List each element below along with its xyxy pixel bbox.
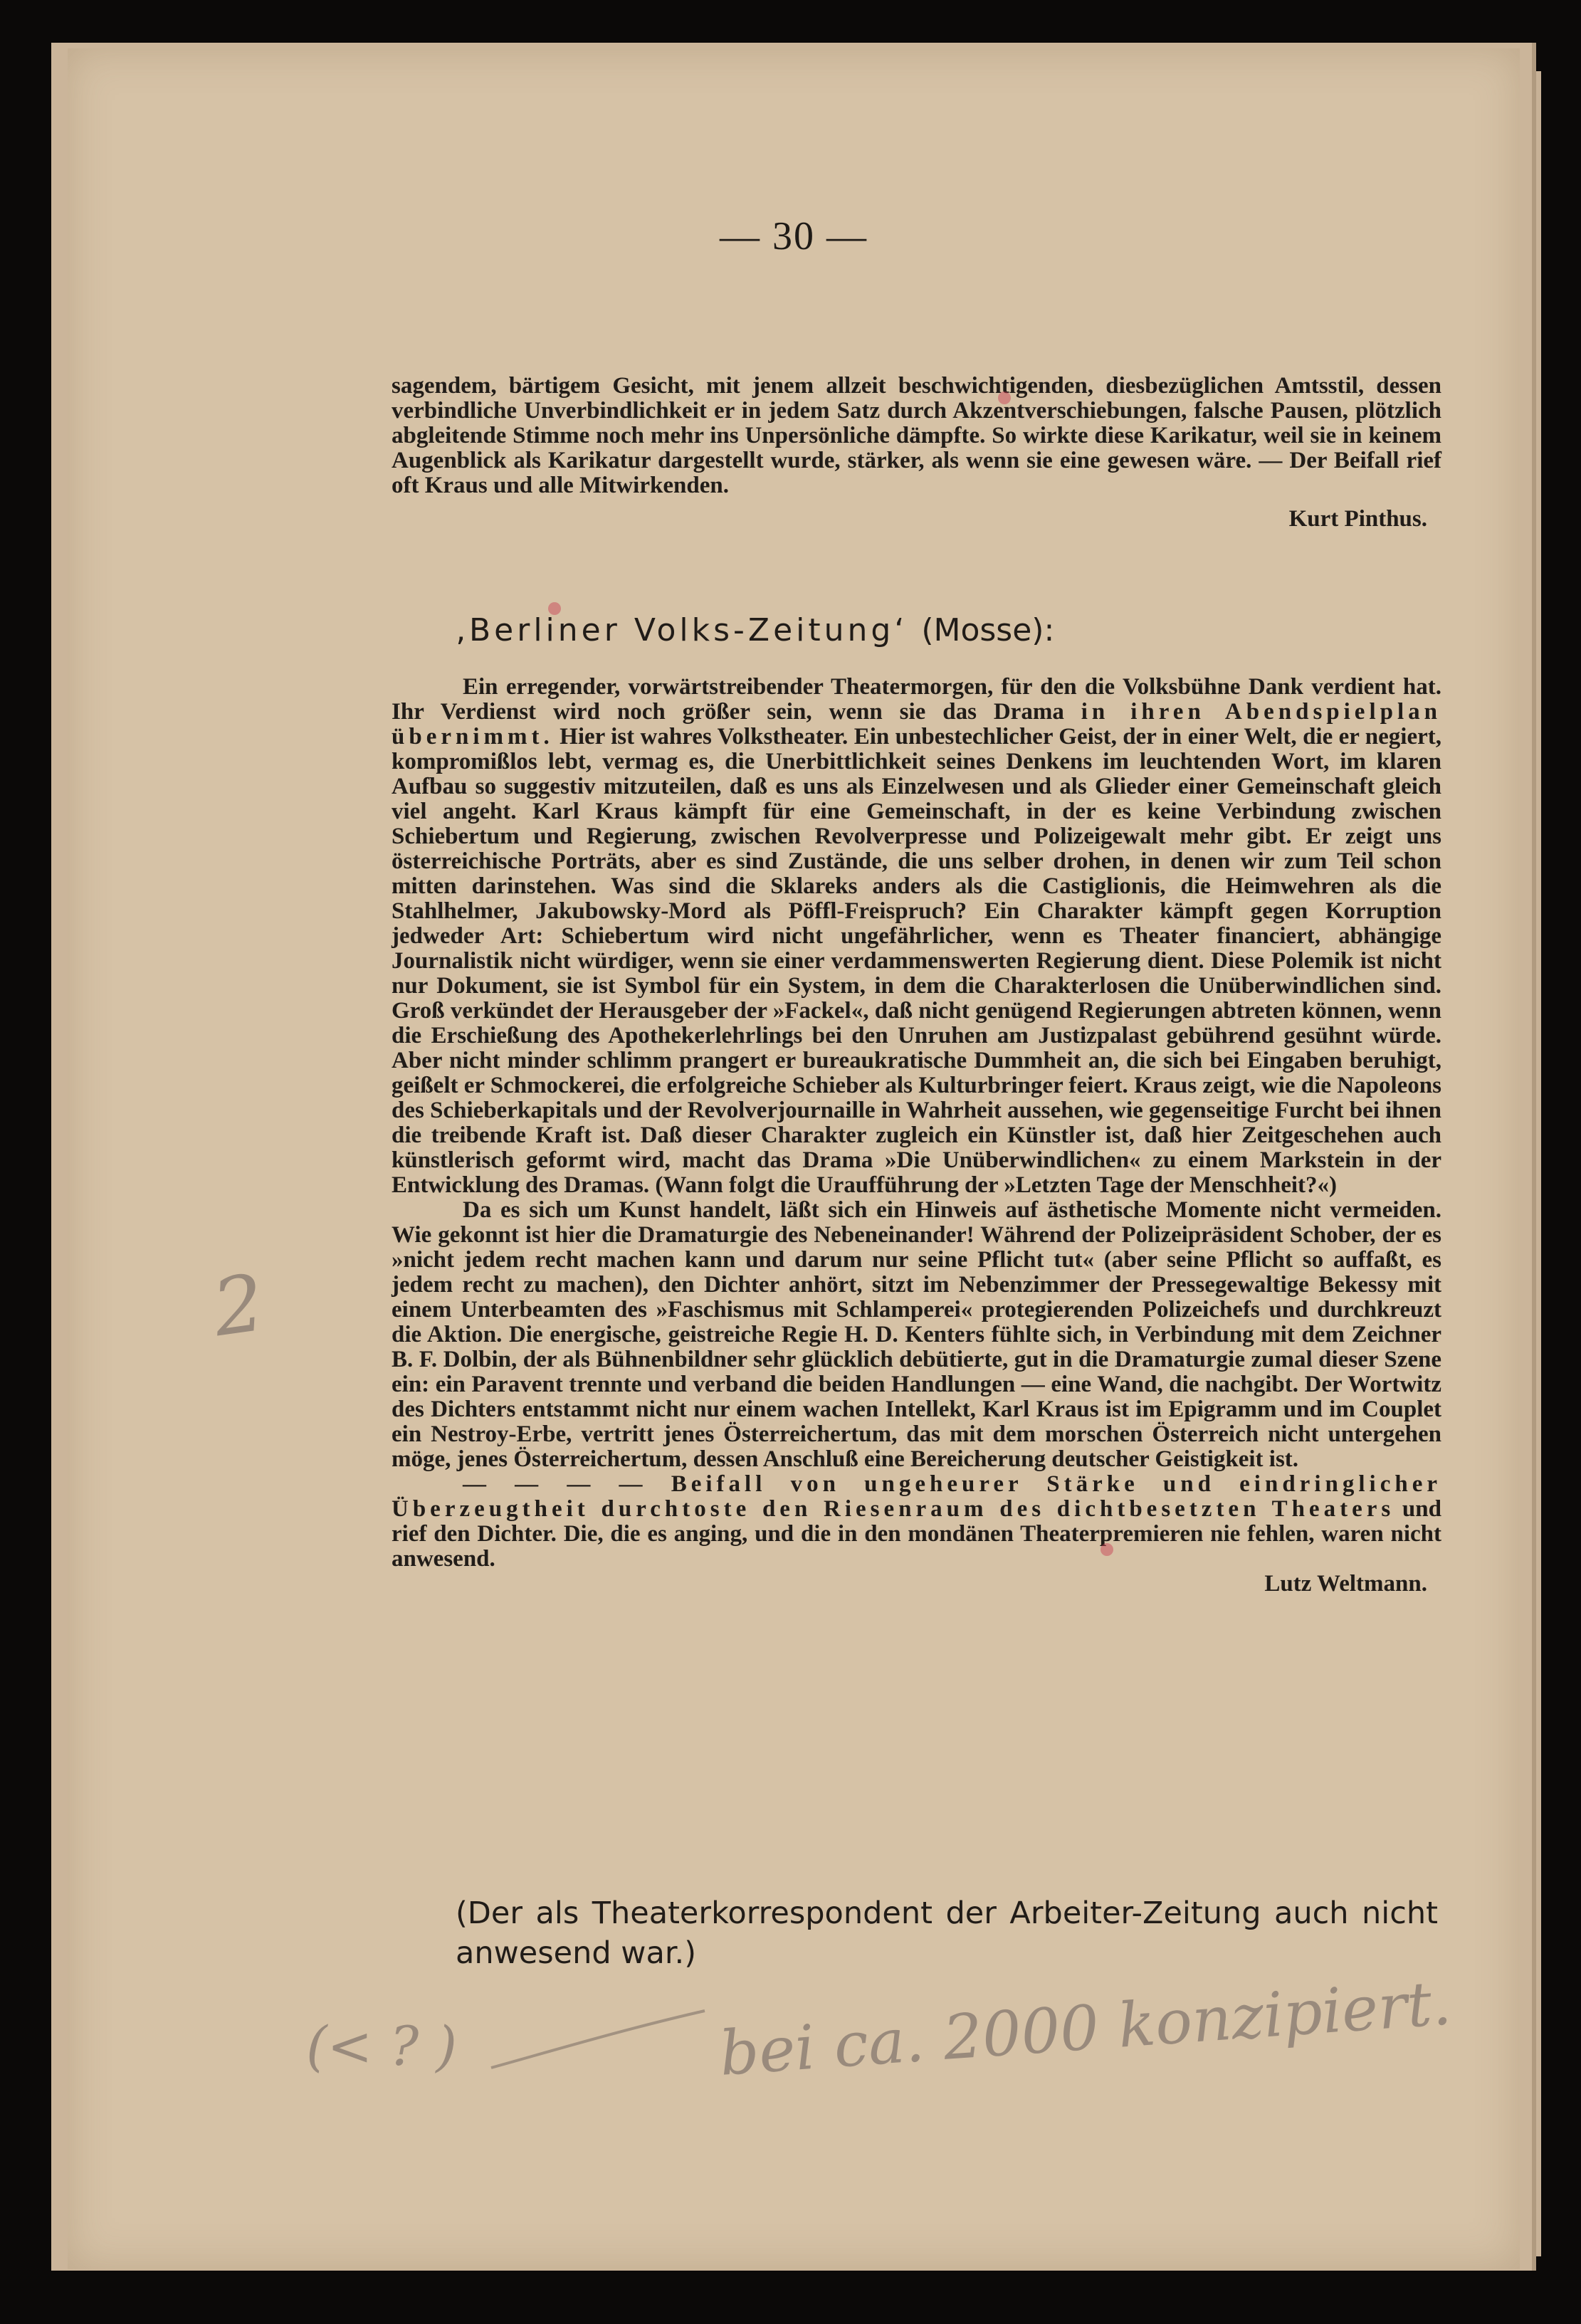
p3-rest: und rief den Dichter. Die, die es anging, und die in den mondänen Theaterpremieren nie fehlen, waren nicht anwesend. bbox=[392, 1496, 1441, 1572]
pencil-bottom-note: bei ca. 2000 konzipiert. bbox=[717, 1967, 1454, 2090]
heading-title: ‚Berliner Volks-Zeitung‘ bbox=[456, 612, 908, 648]
pencil-bottom-left-mark: (< ? ) bbox=[306, 2014, 458, 2078]
p1-spaced: in ihren Abendspielplan übernimmt. bbox=[392, 699, 1441, 750]
p1-start: Ein erregender, vorwärtstreibender Theatermorgen, für den die Volksbühne Dank verdient hat. Ihr Verdienst wird noch größer sein, wenn sie das Drama bbox=[392, 674, 1441, 725]
pencil-margin-mark: 2 bbox=[207, 1256, 270, 1355]
editor-note: (Der als Theaterkorrespondent der Arbeiter-Zeitung auch nicht anwesend war.) bbox=[456, 1896, 1438, 1971]
p1-rest: Hier ist wahres Volkstheater. Ein unbestechlicher Geist, der in einer Welt, die er negiert, kompromißlos lebt, vermag es, die Unerbittlichkeit seines Denkens im leuchtenden Wort, im klaren Aufbau so suggestiv mitzuteilen, daß es uns als Einzelwesen und als Glieder einer Gemeinschaft gleich viel angeht. Karl Kraus kämpft für eine Gemeinschaft, in der es keine Verbindung zwischen Schiebertum und Regierung, zwischen Revolverpresse und Polizeigewalt mehr gibt. Er zeigt uns österreichische Porträts, aber es sind Zustände, die uns selber drohen, in denen wir zum Teil schon mitten darinstehen. Was sind die Sklareks anders als die Castiglionis, die Heimwehren als die Stahlhelmer, Jakubowsky-Mord als Pöffl-Freispruch? Ein Charakter kämpft gegen Korruption jedweder Art: Schiebertum wird nicht ungefährlicher, wenn es Theater financiert, abhängige Journalistik nicht würdiger, wenn sie einer verdammenswerten Regierung dient. Diese Polemik ist nicht nur Dokument, sie ist Symbol für ein System, in dem die Charakterlosen die Unüberwindlichen sind. Groß verkündet der Herausgeber der »Fackel«, daß nicht genügend Regierungen abtreten können, wenn die Erschießung des Apothekerlehrlings bei den Unruhen am Justizpalast gebührend gesühnt würde. Aber nicht minder schlimm prangert er bureaukratische Dummheit an, die sich bei Eingaben beruhigt, geißelt er Schmockerei, die erfolgreiche Schieber als Kulturbringer feiert. Kraus zeigt, wie die Napoleons des Schieberkapitals und der Revolverjournaille in Wahrheit aussehen, wie gegenseitige Furcht bei ihnen die treibende Kraft ist. Daß dieser Charakter zugleich ein Künstler ist, daß hier Zeitgeschehen auch künstlerisch geformt wird, macht das Drama »Die Unüberwindlichen« zu einem Markstein in der Entwicklung des Dramas. (Wann folgt die Uraufführung der »Letzten Tage der Menschheit?«) bbox=[392, 724, 1441, 1198]
heading-source: (Mosse): bbox=[921, 612, 1055, 648]
signature-pinthus: Kurt Pinthus. bbox=[1288, 506, 1427, 532]
p3-spaced: — — — — Beifall von ungeheurer Stärke und eindringlicher Überzeugtheit durchtoste den Riesenraum des dichtbesetzten Theaters bbox=[392, 1471, 1441, 1522]
paragraph-top: sagendem, bärtigem Gesicht, mit jenem allzeit beschwichtigenden, diesbezüglichen Amtsstil, dessen verbindliche Unverbindlichkeit er in jedem Satz durch Akzentverschiebungen, falsche Pausen, plötzlich abgleitende Stimme noch mehr ins Unpersönliche dämpfte. So wirkte diese Karikatur, weil sie in keinem Augenblick als Karikatur dargestellt wurde, stärker, als wenn sie eine gewesen wäre. — Der Beifall rief oft Kraus und alle Mitwirkenden. bbox=[392, 373, 1441, 498]
article-paragraph-2: Da es sich um Kunst handelt, läßt sich ein Hinweis auf ästhetische Momente nicht vermeiden. Wie gekonnt ist hier die Dramaturgie des Nebeneinander! Während der Polizeipräsident Schober, der es »nicht jedem recht machen kann und darum nur seine Pflicht tut« (aber seine Pflicht so auffaßt, es jedem recht zu machen), den Dichter anhört, sitzt im Nebenzimmer der Pressegewaltige Bekessy mit einem Unterbeamten des »Faschismus mit Schlamperei« protegierenden Polizeichefs und durchkreuzt die Aktion. Die energische, geistreiche Regie H. D. Kenters fühlte sich, in Verbindung mit dem Zeichner B. F. Dolbin, der als Bühnenbildner sehr glücklich debütierte, gut in die Dramaturgie zumal dieser Szene ein: ein Paravent trennte und verband die beiden Handlungen — eine Wand, die nachgibt. Der Wortwitz des Dichters entstammt nicht nur einem wachen Intellekt, Karl Kraus ist im Epigramm und im Couplet ein Nestroy-Erbe, vertritt jenes Österreichertum, das mit dem morschen Österreich nicht untergehen möge, jenes Österreichertum, dessen Anschluß eine Bereicherung deutscher Geistigkeit ist. bbox=[392, 1197, 1441, 1472]
page-number: — 30 — bbox=[720, 214, 868, 258]
signature-weltmann: Lutz Weltmann. bbox=[1264, 1571, 1427, 1597]
